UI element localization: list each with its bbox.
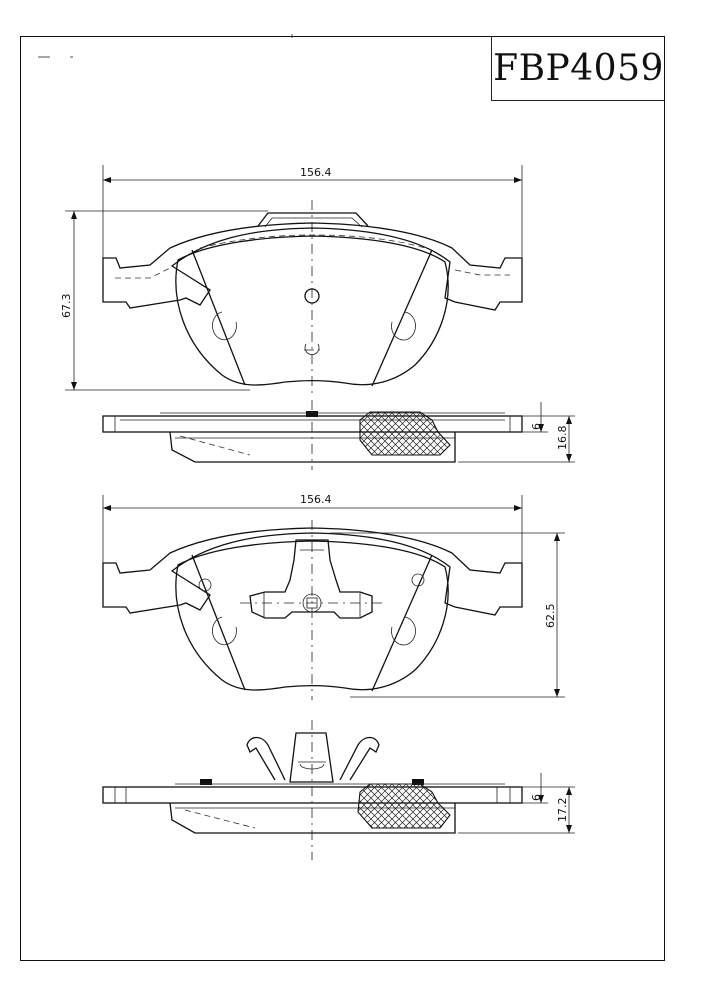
pad-view-bottom: [103, 520, 522, 700]
dim-bottom-plate-label: 6: [530, 794, 543, 801]
dim-top-total-label: 16.8: [556, 425, 569, 450]
part-number: FBP4059: [493, 47, 664, 89]
dim-top-plate-label: 6: [530, 423, 543, 430]
pad-view-top: [103, 200, 522, 395]
dim-top-height: [65, 211, 268, 390]
pad-side-view-bottom: [103, 720, 522, 860]
dim-bottom-total-label: 17.2: [556, 797, 569, 822]
pad-side-view-top: [103, 400, 522, 470]
corner-marks: [38, 34, 292, 57]
dim-bottom-height-label: 62.5: [544, 603, 557, 628]
dim-bottom-width-label: 156.4: [300, 493, 332, 506]
dim-top-width-label: 156.4: [300, 166, 332, 179]
dim-top-height-label: 67.3: [60, 293, 73, 318]
